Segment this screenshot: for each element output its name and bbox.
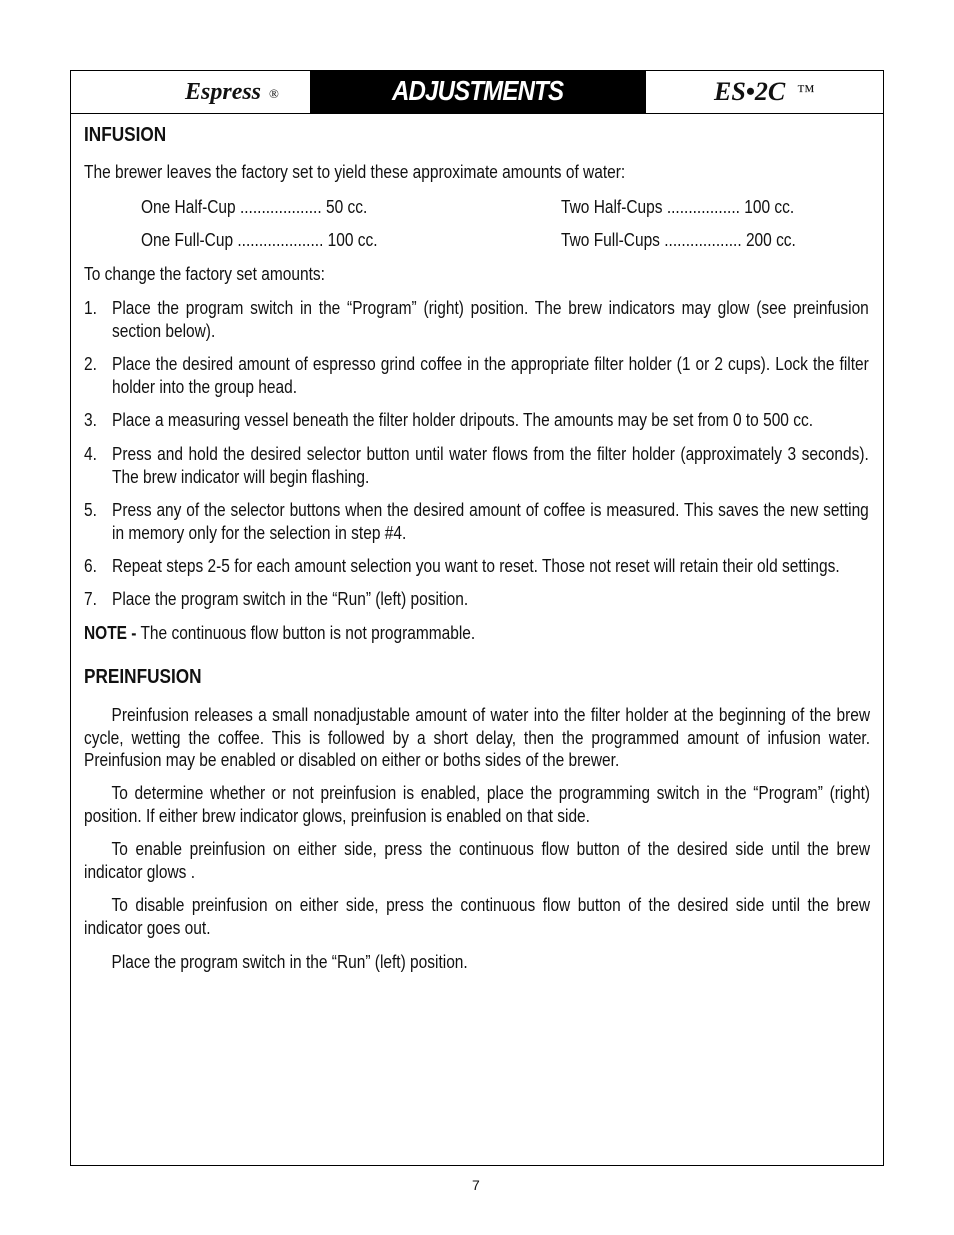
preinfusion-heading: PREINFUSION [84,666,202,688]
step-text: Place the program switch in the “Program” (right) position. The brew indicators may glow (see preinfusion section below). [112,298,869,341]
page-title: ADJUSTMENTS [392,75,564,106]
step-text: Press any of the selector buttons when the desired amount of coffee is measured. This saves the new setting in memory only for the selection in step #4. [112,500,869,543]
infusion-heading: INFUSION [84,124,167,146]
note-label: NOTE - [84,623,137,643]
amount-one-full-cup: One Full-Cup .................... 100 cc. [141,230,378,250]
step-number: 3. [84,410,97,430]
infusion-note [84,622,870,645]
step-number: 4. [84,444,97,464]
amount-two-full-cups: Two Full-Cups .................. 200 cc. [561,230,796,250]
step-number: 6. [84,556,97,576]
step-text: Repeat steps 2-5 for each amount selection you want to reset. Those not reset will retain their old settings. [112,556,840,576]
model-cell [646,71,883,113]
title-cell [310,71,646,114]
preinfusion-paragraph: Preinfusion releases a small nonadjustable amount of water into the filter holder at the beginning of the brew cycle, wetting the coffee. This is followed by a short delay, then the programmed amount of infusion water. Preinfusion may be enabled or disabled on either or boths sides of the brewer. [84,705,871,770]
note-text: The continuous flow button is not programmable. [136,623,476,643]
brand-name: Espress [185,79,262,105]
step-number: 2. [84,354,97,374]
change-intro: To change the factory set amounts: [84,264,325,284]
model-name: ES•2C [714,77,786,106]
page-header [71,71,883,114]
amount-two-half-cups: Two Half-Cups ................. 100 cc. [561,197,795,217]
step-text: Place a measuring vessel beneath the filter holder dripouts. The amounts may be set from 0 to 500 cc. [112,410,813,430]
preinfusion-paragraph: To disable preinfusion on either side, press the continuous flow button of the desired side until the brew indicator goes out. [84,895,871,938]
infusion-intro: The brewer leaves the factory set to yield these approximate amounts of water: [84,162,626,182]
preinfusion-paragraph: To determine whether or not preinfusion is enabled, place the programming switch in the “Program” (right) position. If either brew indicator glows, preinfusion is enabled on that side. [84,783,871,826]
step-number: 7. [84,589,97,609]
step-text: Place the program switch in the “Run” (left) position. [112,589,469,609]
step-text: Press and hold the desired selector button until water flows from the filter holder (approximately 3 seconds). The brew indicator will begin flashing. [112,444,869,487]
step-number: 5. [84,500,97,520]
trademark-mark: ™ [797,81,815,101]
preinfusion-paragraph: To enable preinfusion on either side, press the continuous flow button of the desired side until the brew indicator glows . [84,839,871,882]
page-frame [70,70,884,1166]
amount-one-half-cup: One Half-Cup ................... 50 cc. [141,197,368,217]
registered-mark: ® [269,86,279,101]
brand-cell [71,71,310,113]
page-number: 7 [472,1177,480,1193]
preinfusion-paragraph: Place the program switch in the “Run” (left) position. [111,952,468,972]
step-text: Place the desired amount of espresso grind coffee in the appropriate filter holder (1 or 2 cups). Lock the filter holder into the group head. [112,354,869,397]
step-number: 1. [84,298,97,318]
